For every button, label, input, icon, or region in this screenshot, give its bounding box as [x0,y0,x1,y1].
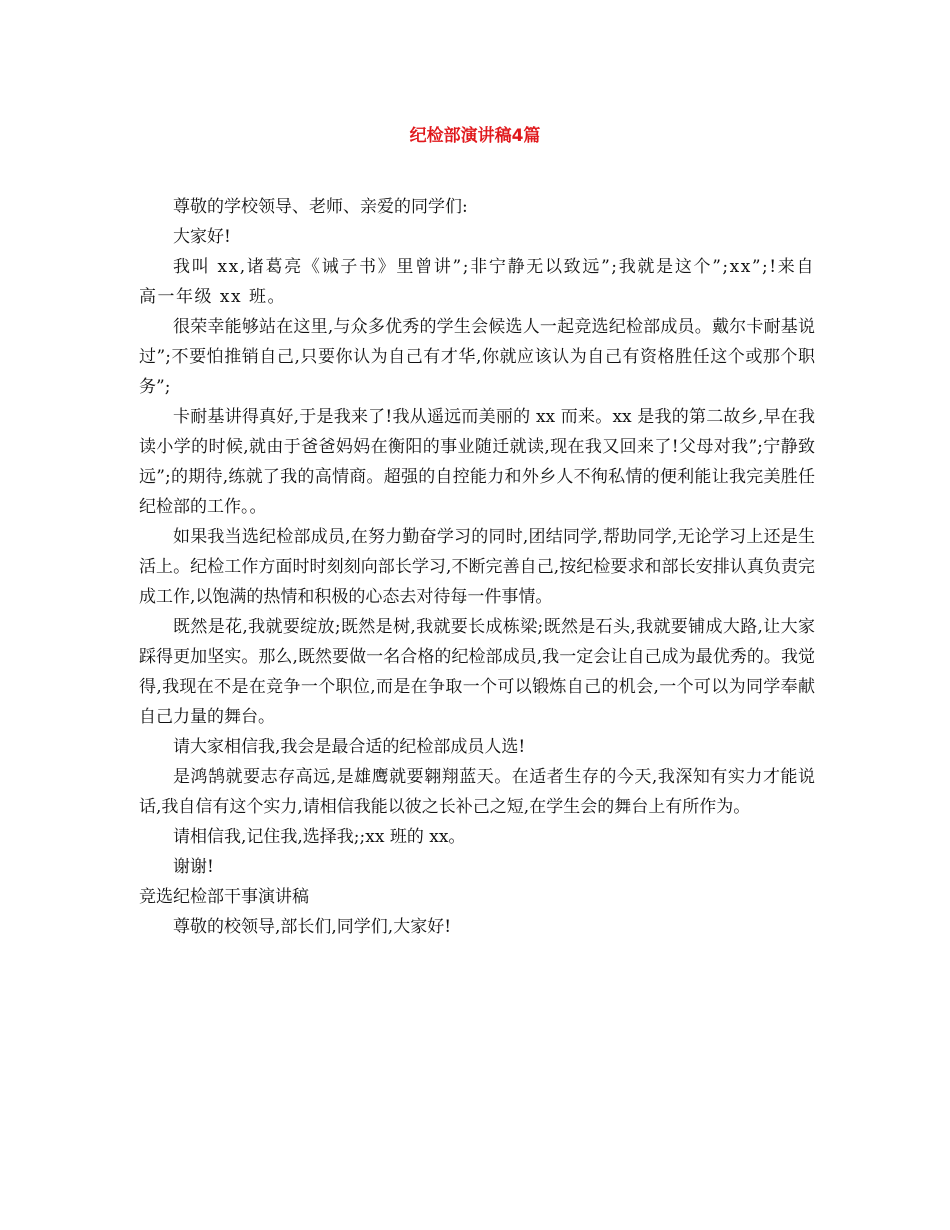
paragraph-honor: 很荣幸能够站在这里,与众多优秀的学生会候选人一起竞选纪检部成员。戴尔卡耐基说过”;不要怕推销自己,只要你认为自己有才华,你就应该认为自己有资格胜任这个或那个职务”; [139,317,815,397]
document-body [139,192,815,942]
paragraph-second-salutation: 尊敬的校领导,部长们,同学们,大家好! [173,917,452,937]
document-title: 纪检部演讲稿4篇 [409,126,541,146]
paragraph-thanks: 谢谢! [173,857,214,877]
paragraph-background: 卡耐基讲得真好,于是我来了!我从遥远而美丽的 xx 而来。xx 是我的第二故乡,早在我读小学的时候,就由于爸爸妈妈在衡阳的事业随迁就读,现在我又回来了!父母对我”;宁静致远”;的期待,练就了我的高情商。超强的自控能力和外乡人不徇私情的便利能让我完美胜任纪检部的工作。。 [139,407,815,517]
paragraph-closing-appeal: 请相信我,记住我,选择我;;xx 班的 xx。 [173,827,466,847]
paragraph-commitment: 如果我当选纪检部成员,在努力勤奋学习的同时,团结同学,帮助同学,无论学习上还是生活上。纪检工作方面时时刻刻向部长学习,不断完善自己,按纪检要求和部长安排认真负责完成工作,以饱满的热情和积极的心态去对待每一件事情。 [139,527,815,607]
paragraph-greeting: 大家好! [173,227,231,247]
paragraph-aspiration: 既然是花,我就要绽放;既然是树,我就要长成栋梁;既然是石头,我就要铺成大路,让大家踩得更加坚实。那么,既然要做一名合格的纪检部成员,我一定会让自己成为最优秀的。我觉得,我现在不是在竞争一个职位,而是在争取一个可以锻炼自己的机会,一个可以为同学奉献自己力量的舞台。 [139,617,815,727]
paragraph-ambition: 是鸿鹄就要志存高远,是雄鹰就要翱翔蓝天。在适者生存的今天,我深知有实力才能说话,我自信有这个实力,请相信我能以彼之长补己之短,在学生会的舞台上有所作为。 [139,767,815,817]
paragraph-trust: 请大家相信我,我会是最合适的纪检部成员人选! [173,737,526,757]
paragraph-salutation: 尊敬的学校领导、老师、亲爱的同学们: [173,197,468,217]
section-heading: 竞选纪检部干事演讲稿 [139,887,309,907]
paragraph-introduction: 我叫 xx,诸葛亮《诫子书》里曾讲”;非宁静无以致远”;我就是这个”;xx”;!来自高一年级 xx 班。 [139,257,815,307]
